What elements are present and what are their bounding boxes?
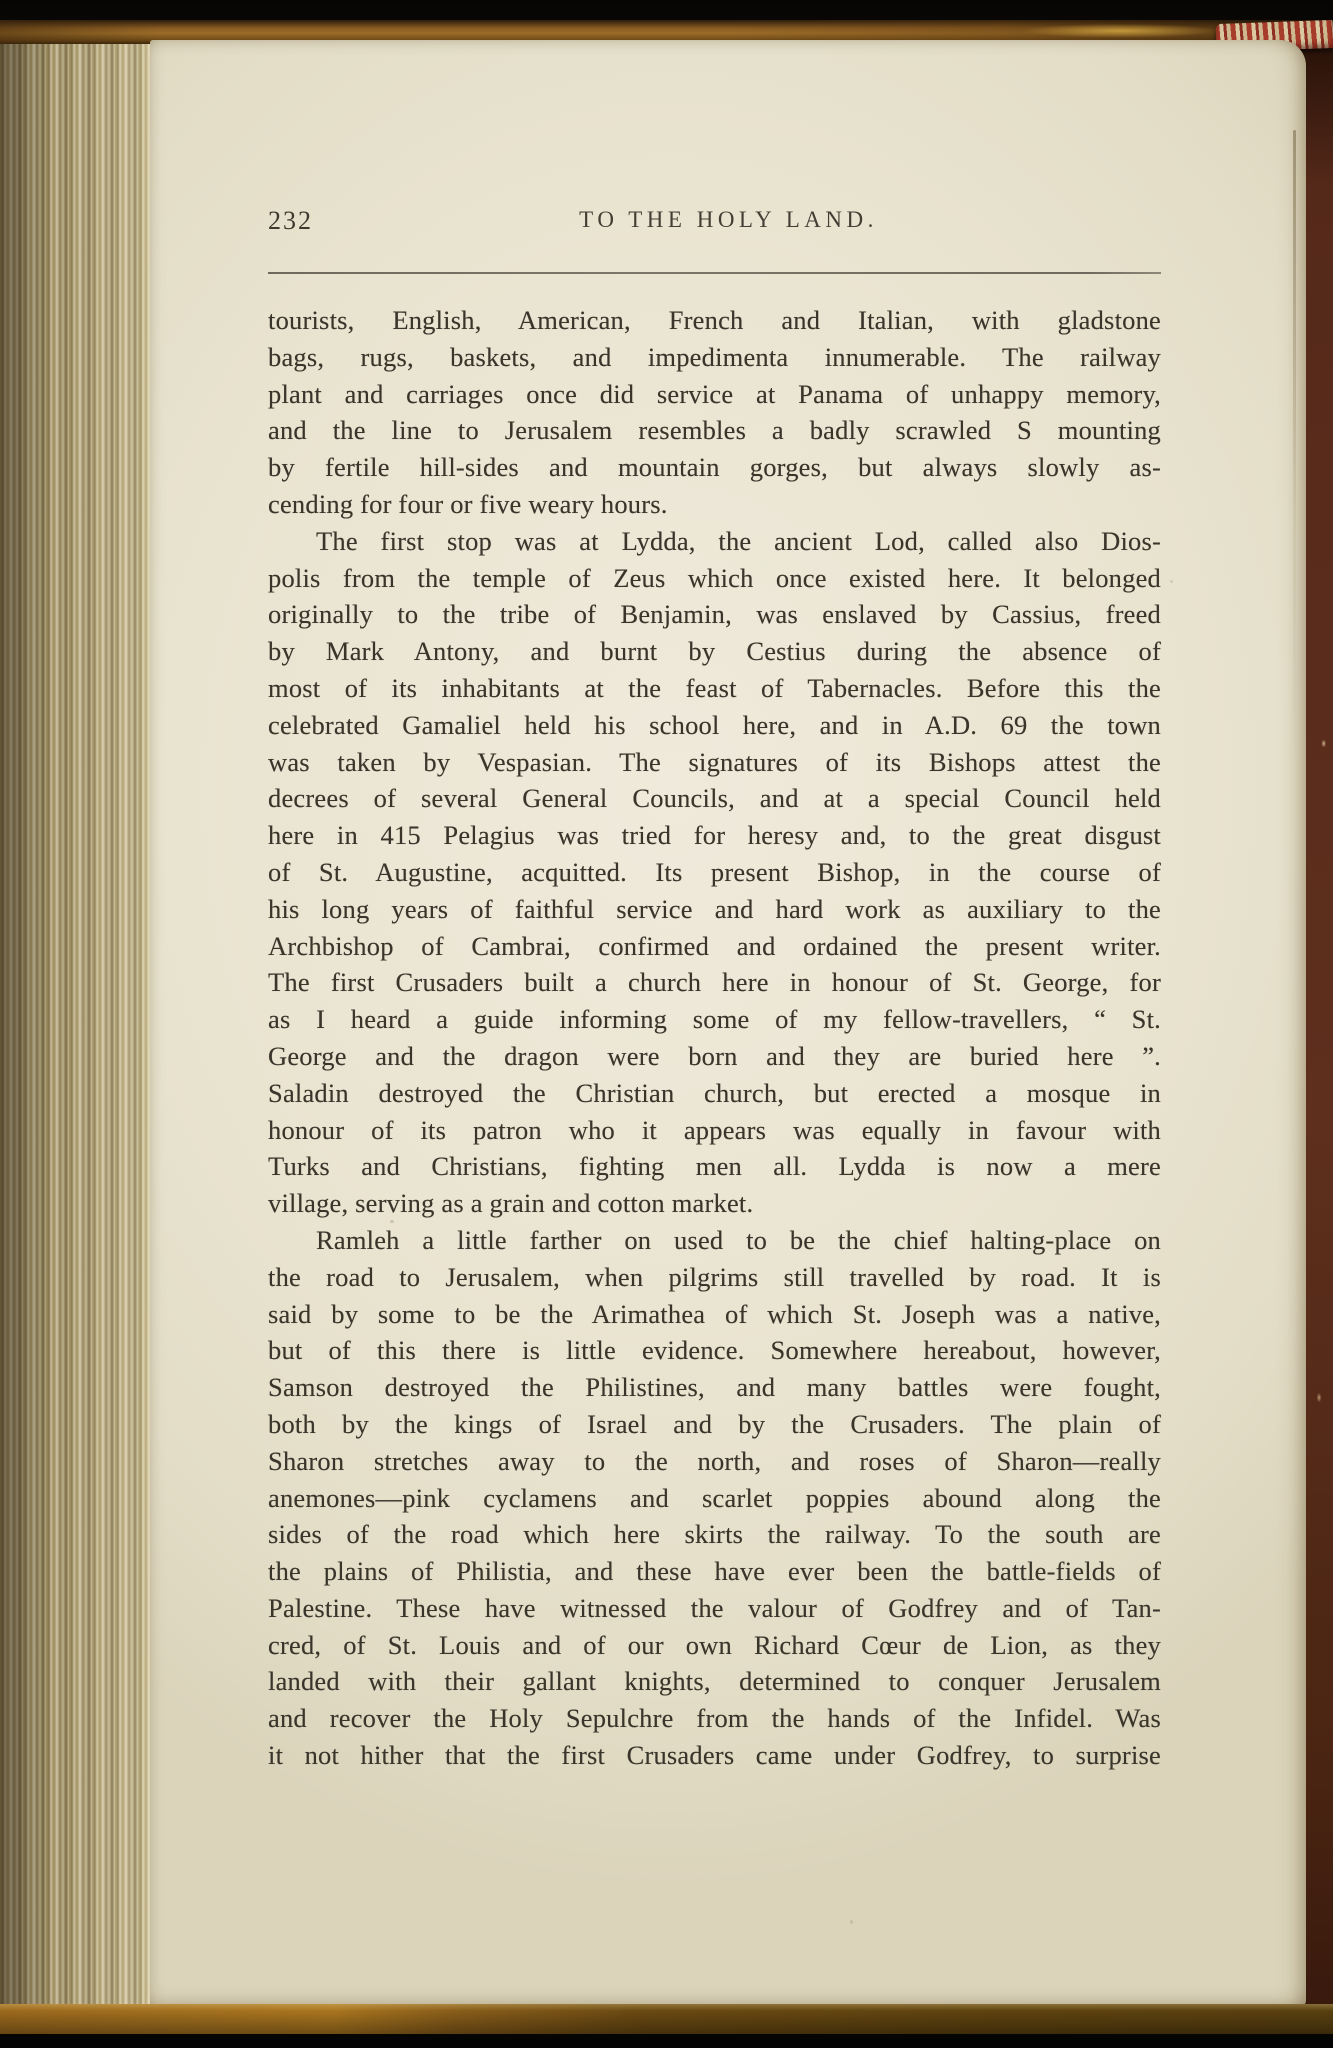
text-line: honour of its patron who it appears was equally in favour with [268, 1114, 1161, 1145]
text-line: Archbishop of Cambrai, confirmed and ordained the present writer. [268, 930, 1161, 961]
text-line: celebrated Gamaliel held his school here, and in A.D. 69 the town [268, 709, 1161, 740]
text-line: Ramleh a little farther on used to be the chief halting-place on [316, 1224, 1161, 1255]
page-crease [1293, 130, 1296, 770]
book-right-cover-edge [1302, 30, 1333, 2012]
text-line: of St. Augustine, acquitted. Its present Bishop, in the course of [268, 856, 1161, 887]
text-line: anemones—pink cyclamens and scarlet poppies abound along the [268, 1482, 1161, 1513]
text-line: plant and carriages once did service at Panama of unhappy memory, [268, 378, 1161, 409]
text-line: tourists, English, American, French and Italian, with gladstone [268, 305, 1161, 335]
text-line: Turks and Christians, fighting men all. Lydda is now a mere [268, 1151, 1161, 1182]
text-line: Samson destroyed the Philistines, and many battles were fought, [268, 1372, 1161, 1403]
text-line: his long years of faithful service and hard work as auxiliary to the [268, 893, 1161, 924]
running-header: TO THE HOLY LAND. [579, 207, 878, 232]
page-number: 232 [268, 206, 313, 235]
text-line: the road to Jerusalem, when pilgrims still travelled by road. It is [268, 1261, 1161, 1292]
text-line: and the line to Jerusalem resembles a badly scrawled S mounting [268, 415, 1161, 446]
text-line: said by some to be the Arimathea of which St. Joseph was a native, [268, 1298, 1161, 1329]
text-line: both by the kings of Israel and by the Crusaders. The plain of [268, 1408, 1161, 1439]
text-line: the plains of Philistia, and these have ever been the battle-fields of [268, 1556, 1161, 1587]
text-line: but of this there is little evidence. Somewhere hereabout, however, [268, 1335, 1161, 1366]
text-line: landed with their gallant knights, determined to conquer Jerusalem [268, 1666, 1161, 1697]
text-line: decrees of several General Councils, and at a special Council held [268, 783, 1161, 814]
page-body [268, 302, 1161, 1774]
page-stack-fore-edge [0, 30, 164, 2012]
text-line: by Mark Antony, and burnt by Cestius during the absence of [268, 636, 1161, 667]
paper-speck [1170, 580, 1173, 583]
text-line: George and the dragon were born and they are buried here ”. [268, 1040, 1161, 1071]
text-line: polis from the temple of Zeus which once existed here. It belonged [268, 562, 1161, 593]
text-line: most of its inhabitants at the feast of Tabernacles. Before this the [268, 672, 1161, 703]
page-header [268, 204, 1161, 238]
text-line: Saladin destroyed the Christian church, but erected a mosque in [268, 1077, 1161, 1108]
header-rule [268, 272, 1161, 274]
paper-speck [850, 1920, 853, 1924]
text-line: The first stop was at Lydda, the ancient Lod, called also Dios- [316, 525, 1161, 556]
text-line: here in 415 Pelagius was tried for heresy and, to the great disgust [268, 820, 1161, 851]
text-line: and recover the Holy Sepulchre from the hands of the Infidel. Was [268, 1703, 1161, 1734]
text-line: originally to the tribe of Benjamin, was enslaved by Cassius, freed [268, 599, 1161, 630]
text-line: cred, of St. Louis and of our own Richard Cœur de Lion, as they [268, 1629, 1161, 1660]
book-page [150, 40, 1306, 2008]
text-line: The first Crusaders built a church here in honour of St. George, for [268, 967, 1161, 998]
text-line: was taken by Vespasian. The signatures of its Bishops attest the [268, 746, 1161, 777]
text-line: cending for four or five weary hours. [268, 488, 668, 519]
text-line: sides of the road which here skirts the railway. To the south are [268, 1519, 1161, 1550]
text-line: Palestine. These have witnessed the valour of Godfrey and of Tan- [268, 1592, 1161, 1623]
paper-speck [390, 1220, 394, 1223]
text-line: Sharon stretches away to the north, and roses of Sharon—really [268, 1445, 1161, 1476]
text-line: it not hither that the first Crusaders came under Godfrey, to surprise [268, 1740, 1161, 1771]
text-line: by fertile hill-sides and mountain gorges, but always slowly as- [268, 452, 1161, 483]
text-line: bags, rugs, baskets, and impedimenta innumerable. The railway [268, 341, 1161, 372]
text-line: village, serving as a grain and cotton market. [268, 1188, 754, 1219]
book-bottom-edge [0, 2004, 1333, 2034]
text-line: as I heard a guide informing some of my fellow-travellers, “ St. [268, 1004, 1161, 1035]
